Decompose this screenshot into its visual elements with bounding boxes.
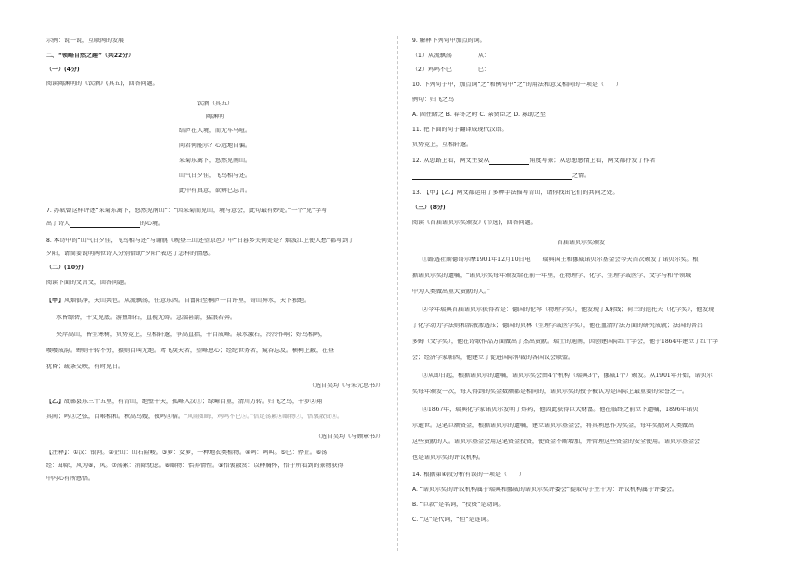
passage-jia-line xyxy=(46,298,384,304)
passage-jia-text: 风烟俱净，天山共色。从流飘荡，任意东西。自富阳至桐庐一百许里，奇山异水，天下独绝。 xyxy=(64,298,311,304)
source-citation-1: （选自吴均《与朱元思书》） xyxy=(308,383,384,389)
passage-yi-text: 故鄣县东三十五里，有青山，绝壁千天，孤峰入汉①；绿嶂百重，清川万转。归飞之鸟，千岁②翔 xyxy=(64,399,323,405)
poem-line: 采菊东篱下，悠然见南山。 xyxy=(178,158,251,164)
question-9-item-1-text: （1）从流飘荡 xyxy=(412,53,452,59)
passage-yi-text: “风雨如晦，鸡鸣不已⑤。”信足荡累⑥颐物⑦，悟衷散赏⑧。 xyxy=(184,414,344,420)
question-9-item-2-text: （2）鸡鸣不已 xyxy=(412,67,452,73)
question-9-item-1-term: 从： xyxy=(477,53,490,59)
question-7-text: 出了诗人 xyxy=(46,221,71,227)
part-heading-1: （一）(4分) xyxy=(46,67,80,73)
passage-jia-line: 夹岸高山，皆生寒树，负势竞上，互相轩邈，争高直指，千百成峰。泉水激石，泠泠作响；好鸟相鸣， xyxy=(56,332,327,338)
question-14-option-b: B. “巨款”是名词，“投资”是动词。 xyxy=(412,502,505,508)
question-12-text: 12. 从思路上看，两文主要从 xyxy=(412,158,490,164)
reading-instruction-3: 阅读《首届诺贝尔奖颁发》(节选)，回答问题。 xyxy=(412,220,537,226)
question-10-options: A. 固往睹之 B. 春冬之时 C. 亲贤臣之 D. 寡助之至 xyxy=(412,112,546,118)
answer-blank[interactable] xyxy=(70,221,140,228)
question-9: 9. 解释下列句中加点的词。 xyxy=(412,38,486,44)
question-8-cont: 夕阳，请简要说明两位诗人分别借助“夕阳”表达了怎样的情感。 xyxy=(46,251,215,257)
question-14-option-a: A. “诺贝尔奖的评议机构属于瑞典和挪威的诺贝尔奖评委会”提取句子主干为：评议机构属于评委会。 xyxy=(412,487,679,493)
question-10-example: 例句：归飞之鸟 xyxy=(412,97,455,103)
reading-instruction-1: 阅读陶渊明的《饮酒》(其五)，回答问题。 xyxy=(46,81,159,87)
part-heading-3: （三）(8分) xyxy=(412,205,446,211)
question-11-sentence: 负势竞上，互相轩邈。 xyxy=(412,142,473,148)
question-9-item-2-term: 已： xyxy=(477,67,490,73)
article-paragraph-line: 奖每年颁发一次，每人得到的奖金数额都是相同的，诺贝尔奖的授予被认为是国际上最重要的荣誉之一。 xyxy=(412,389,689,395)
article-paragraph-line: 这些贡献的人。诺贝尔基金会用这笔资金投资，使资金不断增加，并管理这些资金的安全使用。诺贝尔基金会 xyxy=(412,439,701,445)
question-12 xyxy=(412,158,750,165)
question-12-text-end: 之情。 xyxy=(572,173,591,179)
poem-line: 问君何能尔？心远地自偏。 xyxy=(178,143,251,149)
passage-yi-line xyxy=(46,414,384,420)
question-8: 8. 本诗中的“山气日夕佳，飞鸟相与还”与谢朓《晚登三山还望京邑》中“日暮乡关何处是？烟波江上使人愁”都写到了 xyxy=(46,238,355,244)
answer-blank[interactable] xyxy=(489,158,529,165)
passage-jia-line: 犹昏；疏条交映，有时见日。 xyxy=(46,364,125,370)
right-column xyxy=(412,36,750,523)
question-9-item-2 xyxy=(412,67,750,73)
annotation-line: 中内心有所感悟。 xyxy=(46,476,95,482)
article-paragraph-line: ①路透社斯德哥尔摩1901年12月10日电 瑞典国王和挪威诺贝尔基金会今天首次颁发了诺贝尔奖。根 xyxy=(422,257,699,263)
question-12-cont xyxy=(412,173,750,180)
article-paragraph-line: 据诺贝尔奖的遗嘱，“诺贝尔奖每年颁发给在前一年里，在物理学、化学、生理学或医学、文学与和平领域 xyxy=(412,273,692,279)
passage-jia-line: 水皆缥碧，千丈见底。游鱼细石，直视无碍。急湍甚箭，猛浪若奔。 xyxy=(56,315,237,321)
poem-line: 此中有真意，欲辨已忘言。 xyxy=(178,188,251,194)
question-9-item-1 xyxy=(412,53,750,59)
source-citation-2: （选自吴均《与顾章书》） xyxy=(314,434,384,440)
article-paragraph-line: ③从即日起，根据诺贝尔的遗嘱，诺贝尔奖会由4个机构（瑞典3个，挪威1个）颁发。从1901年开始，诺贝尔 xyxy=(422,373,713,379)
poem-author: 陶渊明 xyxy=(205,114,224,120)
poem-line: 结庐在人境，而无车马喧。 xyxy=(178,128,251,134)
passage-jia-line: 嘤嘤成韵。蝉则千转不穷，猿则百叫无绝。鸢飞戾天者，望峰息心；经纶世务者，窥谷忘反。横柯上蔽，在昼 xyxy=(46,348,335,354)
column-divider xyxy=(397,36,398,551)
article-paragraph-line: 会；经济学家帕西，他建立了促进国际仲裁的各国议会联盟。 xyxy=(412,355,575,361)
question-7-text-end: 的心境。 xyxy=(140,221,165,227)
annotation-line: 经：却除，风为⑧，风。⑦荡累：消除忧虑。⑧颐物：怡养情性。⑨悟衷散赏：以释胸怀，悟于所看到的景物获得 xyxy=(46,463,344,469)
reading-instruction-2: 阅读下面的文言文，回答问题。 xyxy=(46,280,131,286)
example-line: 示例：说一说，互联网的发展 xyxy=(46,38,125,44)
article-paragraph-line: ④1867年，瑞典化学家诺贝尔发明了炸药，他因此获得巨大财富。他在临终之前立下遗嘱，1896年诺贝 xyxy=(422,407,699,413)
article-paragraph-line: 多姆（文学奖），他在诗歌作品方面做出了杰出贡献。瑞士的迪南，因创建国际红十字会，他于1864年建立了红十字 xyxy=(412,339,719,345)
passage-yi-text: 其间；鸣③之弦，百啭相和。秋高鸟嫂，夜鸣④宿。 xyxy=(46,414,185,420)
passage-yi-label: 【乙】 xyxy=(46,399,65,405)
article-paragraph-line: 也是诺贝尔奖的评议机构。 xyxy=(412,455,485,461)
question-7: 7. 苏轼曾这样评述“采菊东篱下，悠然见南山”：“因采菊而见山，境与意会，此句最有妙处。”一个“见”字写 xyxy=(46,208,328,214)
annotation-line: 【注释】：①汉：银河。②企山：山石险峻。③萝：女萝，一种地衣类植物。④鸣：鸣叫。⑤已：停止。⑥荡 xyxy=(46,450,328,456)
section-heading-2: 二、“领略自然之趣”（共22分） xyxy=(46,53,135,59)
article-title: 首届诺贝尔奖颁发 xyxy=(556,240,605,246)
question-12-text-mid: 角度写景；从思想感情上看，两文都抒发了作者 xyxy=(529,158,656,164)
question-14: 14. 根据第④段分析有误的一项是（ ） xyxy=(412,472,525,478)
answer-blank[interactable] xyxy=(412,173,572,180)
passage-jia-label: 【甲】 xyxy=(46,298,65,304)
article-paragraph-line: 尔逝世。这笔巨额资金，根据诺贝尔的遗嘱，建立诺贝尔基金会，将其利息作为奖金，每年奖励对人类做出 xyxy=(412,423,695,429)
poem-line: 山气日夕佳，飞鸟相与还。 xyxy=(178,173,251,179)
question-10: 10. 下列句子中，加点词“之”和例句中“之”的用法和意义相同的一项是（ ） xyxy=(412,82,622,88)
question-13: 13. 【甲】【乙】两文都运用了多种手法描写青山，请你找出它们的共同之处。 xyxy=(412,190,619,196)
question-7-cont xyxy=(46,221,384,228)
left-column xyxy=(46,36,384,482)
article-paragraph-line: 了化学动力学法则和溶液渗透压；德国的贝林（生理学或医学奖），他在血清疗法方面的研究成就；法国的普吕 xyxy=(412,323,704,329)
poem-title: 饮酒（其五） xyxy=(196,101,233,107)
article-paragraph-line: ②今年瑞典首届诺贝尔获得者是：德国的伦琴（物理学奖），他发现了X射线；荷兰的范托夫（化学奖），他发现 xyxy=(422,307,715,313)
article-paragraph-line: 中为人类做出重大贡献的人。” xyxy=(412,289,491,295)
passage-yi-line xyxy=(46,399,384,405)
question-11: 11. 把下面的句子翻译成现代汉语。 xyxy=(412,127,508,133)
part-heading-2: （二）(10分) xyxy=(46,265,84,271)
question-14-option-c: C. “这”是代词，“但”是连词。 xyxy=(412,517,493,523)
